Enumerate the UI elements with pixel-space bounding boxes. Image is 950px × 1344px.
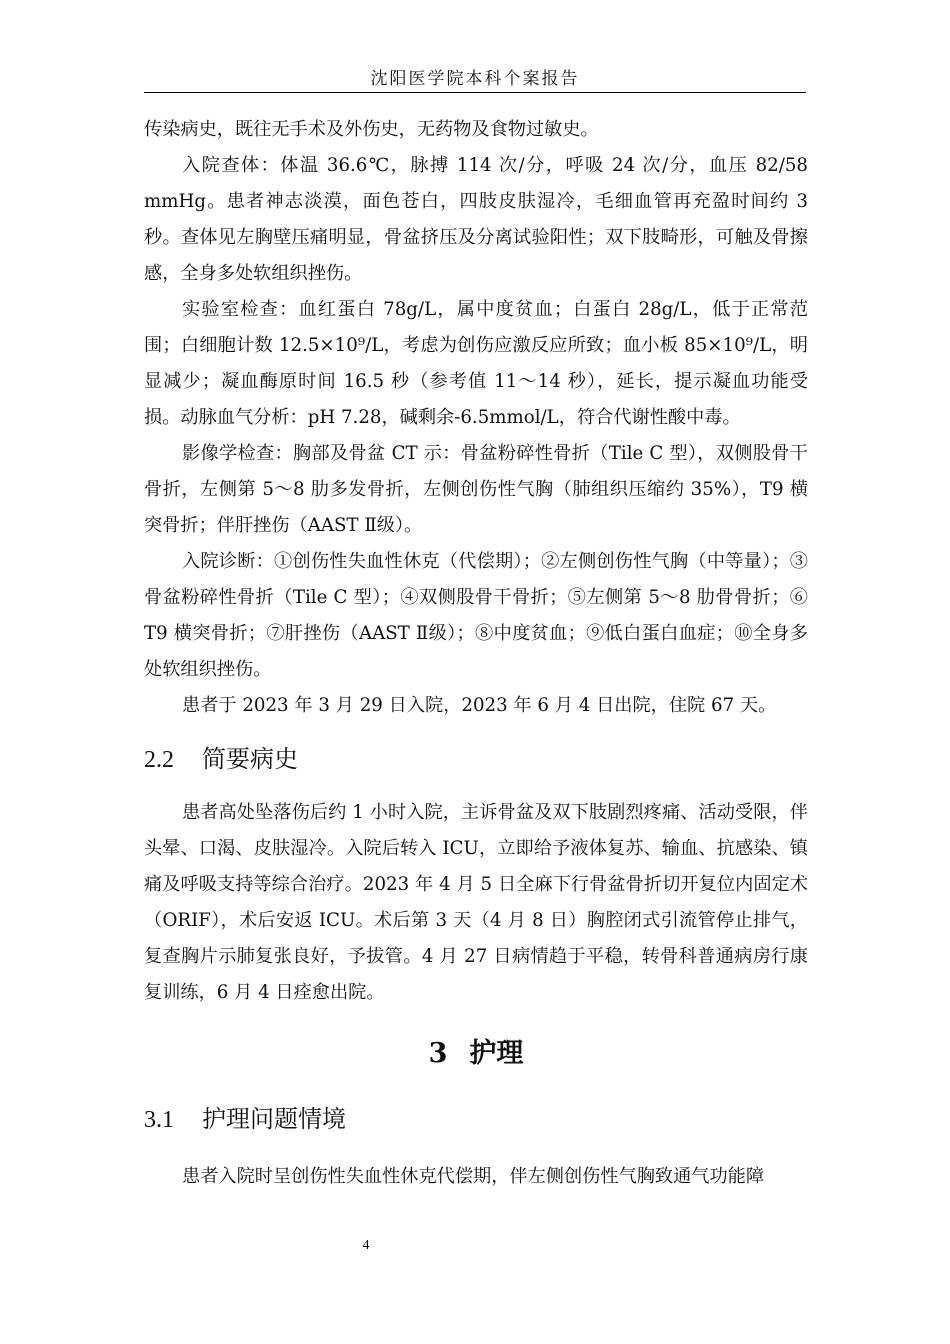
chapter-heading-3 — [144, 1037, 808, 1071]
paragraph-nursing-situation: 患者入院时呈创伤性失血性休克代偿期，伴左侧创伤性气胸致通气功能障 — [182, 1166, 765, 1187]
running-header: 沈阳医学院本科个案报告 — [370, 69, 580, 89]
section-number: 3.1 — [144, 1107, 174, 1133]
paragraph-history-continued: 传染病史，既往无手术及外伤史，无药物及食物过敏史。 — [144, 119, 599, 140]
chapter-number: 3 — [428, 1038, 448, 1069]
section-title: 护理问题情境 — [202, 1105, 346, 1133]
section-heading-3-1 — [144, 1104, 808, 1135]
paragraph-diagnosis: 入院诊断：①创伤性失血性休克（代偿期）；②左侧创伤性气胸（中等量）；③骨盆粉碎性骨折（Tile C 型）；④双侧股骨干骨折；⑤左侧第 5～8 肋骨骨折；⑥ T9 横突骨折；⑦肝挫伤（AAST Ⅱ级）；⑧中度贫血；⑨低白蛋白血症；⑩全身多处软组织挫伤。 — [144, 551, 808, 680]
paragraph-brief-history: 患者高处坠落伤后约 1 小时入院，主诉骨盆及双下肢剧烈疼痛、活动受限，伴头晕、口渴、皮肤湿冷。入院后转入 ICU，立即给予液体复苏、输血、抗感染、镇痛及呼吸支持等综合治疗。2023 年 4 月 5 日全麻下行骨盆骨折切开复位内固定术（ORIF），术后安返 ICU。术后第 3 天（4 月 8 日）胸腔闭式引流管停止排气，复查胸片示肺复张良好，予拔管。4 月 27 日病情趋于平稳，转骨科普通病房行康复训练，6 月 4 日痊愈出院。 — [144, 802, 808, 1003]
page-number: 4 — [362, 1238, 370, 1253]
chapter-title: 护理 — [469, 1038, 524, 1069]
section-heading-2-2 — [144, 744, 808, 775]
page-body — [144, 112, 808, 1195]
paragraph-admission-dates: 患者于 2023 年 3 月 29 日入院，2023 年 6 月 4 日出院，住院 67 天。 — [182, 695, 777, 716]
section-number: 2.2 — [144, 747, 174, 773]
paragraph-imaging: 影像学检查：胸部及骨盆 CT 示：骨盆粉碎性骨折（Tile C 型），双侧股骨干骨折，左侧第 5～8 肋多发骨折，左侧创伤性气胸（肺组织压缩约 35%），T9 横突骨折；伴肝挫伤（AAST Ⅱ级）。 — [144, 443, 808, 536]
header-rule — [144, 92, 806, 93]
section-title: 简要病史 — [202, 745, 298, 773]
paragraph-physical-exam: 入院查体：体温 36.6℃，脉搏 114 次/分，呼吸 24 次/分，血压 82/58 mmHg。患者神志淡漠，面色苍白，四肢皮肤湿冷，毛细血管再充盈时间约 3 秒。查体见左胸壁压痛明显，骨盆挤压及分离试验阳性；双下肢畸形，可触及骨擦感，全身多处软组织挫伤。 — [144, 155, 808, 284]
paragraph-lab-tests: 实验室检查：血红蛋白 78g/L，属中度贫血；白蛋白 28g/L，低于正常范围；白细胞计数 12.5×10⁹/L，考虑为创伤应激反应所致；血小板 85×10⁹/L，明显减少；凝血酶原时间 16.5 秒（参考值 11～14 秒），延长，提示凝血功能受损。动脉血气分析：pH 7.28，碱剩余-6.5mmol/L，符合代谢性酸中毒。 — [144, 299, 808, 428]
